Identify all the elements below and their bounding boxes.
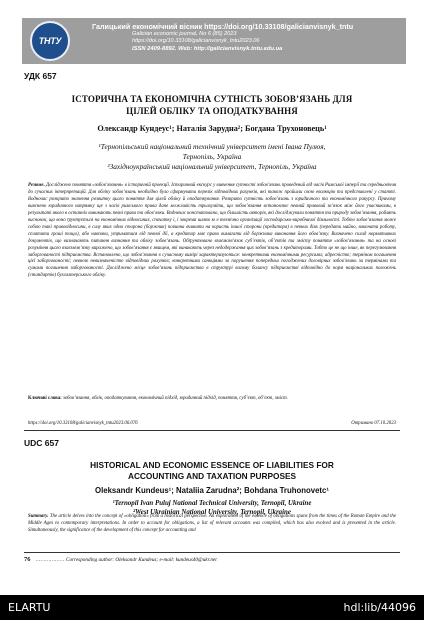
affiliations-ua xyxy=(24,142,400,172)
summary-en xyxy=(28,514,396,535)
corresponding-author: Corresponding author: Oleksandr Kundeus; e-mail: kundeus40@ukr.net xyxy=(65,557,217,563)
footer-rule xyxy=(24,552,400,553)
keywords-label: Ключові слова: xyxy=(28,396,62,401)
authors-en: Oleksandr Kundeus¹; Nataliia Zarudna²; Bohdana Truhonovetc¹ xyxy=(95,486,329,495)
abstract-ua xyxy=(28,183,396,280)
authors-ua: Олександр Кундеус¹; Наталія Зарудна²; Богдана Трухоновець¹ xyxy=(97,124,327,133)
journal-doi-line: https://doi.org/10.33108/galicianvisnyk_tntu2023.06 xyxy=(132,38,260,44)
journal-issue-line: Galician economic journal, No 6 (85) 2023 xyxy=(132,31,237,37)
journal-logo xyxy=(30,21,70,61)
article-doi-link[interactable]: https://doi.org/10.33108/galicianvisnyk_tntu2023.06.076 xyxy=(28,421,138,426)
affiliation-ua-1-line2: Тернопіль, Україна xyxy=(182,152,242,161)
title-ua-line1: ІСТОРИЧНА ТА ЕКОНОМІЧНА СУТНІСТЬ ЗОБОВ’ЯЗАНЬ ДЛЯ xyxy=(71,94,353,104)
keywords-ua xyxy=(28,396,396,403)
title-ua-line2: ЦІЛЕЙ ОБЛІКУ ТА ОПОДАТКУВАННЯ xyxy=(126,106,298,116)
affiliation-ua-2: ²Західноукраїнський національний університет, Тернопіль, Україна xyxy=(107,162,317,171)
doi-row xyxy=(28,421,396,426)
affiliation-en-1: ¹Ternopil Ivan Puluj National Technical University, Ternopil, Ukraine xyxy=(112,500,312,507)
received-date: Отримано 07.10.2023 xyxy=(351,421,396,426)
repository-name[interactable]: ELARTU xyxy=(8,601,51,614)
affiliation-en-2: ²West Ukrainian National University, Ternopil, Ukraine xyxy=(133,509,291,516)
keywords-text: зобов’язання, облік, оподаткування, економічний підхід, юридичний підхід, поняття, суб’єкт, об’єкт, зміст. xyxy=(63,396,288,401)
page-footer: 76 ……………… Corresponding author: Oleksandr Kundeus; e-mail: kundeus40@ukr.net xyxy=(24,556,217,563)
section-divider xyxy=(24,430,400,431)
udc-code: UDC 657 xyxy=(24,438,59,448)
logo-text: ТНТУ xyxy=(38,36,62,46)
summary-text: The article delves into the concept of «obligation» from a historical perspective. An exploration of the essence of obligations spans from the times of the Roman Empire and the Middle Ages to contemporary interpretations. In order to account for obligations, a list of relevant accounts was compiled, which has also evolved and is presented in the article. Simultaneously, the significance of the development of this concept for accounting and xyxy=(28,514,397,533)
handle-id[interactable]: hdl:lib/44096 xyxy=(343,601,416,614)
title-en-line2: ACCOUNTING AND TAXATION PURPOSES xyxy=(127,471,297,481)
title-en-line1: HISTORICAL AND ECONOMIC ESSENCE OF LIABILITIES FOR xyxy=(90,460,334,470)
article-title-en xyxy=(24,460,400,482)
journal-title-line: Галицький економічний вісник https://doi.org/10.33108/galicianvisnyk_tntu xyxy=(92,22,354,31)
abstract-label: Резюме. xyxy=(28,183,45,188)
page-number: 76 xyxy=(24,556,31,563)
abstract-text: Досліджено поняття «зобов’язання» в історичній проекції. Історичний екскурс у вивчення сутності зобов’язань проведений від часів Римської імперії та середньовіччя до сучасних інтерпретацій. Для обліку зобов’язань необхідно було сформувати перелік відповідних рахунків, які також пройшли свою еволюцію та представлені у статті. Водночас розкрито значення розвитку цього поняття для цілей обліку й оподаткування. Розкрито сутність зобов’язань з юридичного та економічного ракурсу. Причому вияснено юридичного напрямку ще з часів римського права дане можливість трьохуміти, що зобов’язання встановлює певний правовий зв’язок між його учасниками, в результаті якого в останніх виникають певні права та обов’язки. Водночас констатовано, що більшість авторів, які досліджували поняття та природу зобов’язання, роблять висновок, що воно ґрунтується на економічних відносинах, спочатку і, і зокрема шляхо ю е технічно організації господарсько-виробничої діяльності. Тобто зобов’язання може собою такі правовідносини, в силу яких одна сторона (боржник) повинна вчинити на користь іншої сторони (кредитора) в певних діях (передати майно, виконати роботу, сплатити гроші тощо), або навпаки, утриматися від певної дії, а кредитор має право вимагати від боржника виконання його обов’язку. Визначено склад нормативних документів, що визначають питання визнання та обліку зобов’язань. Обґрунтовано взаємозв’язок суб’єктів, об’єктів та змісту поняття «зобов’язання» та на основі розуміння цього взаємозв’язку виражено, що зобов’язання є явищем, які виникають через недодержання цих зобов’язань з кредиторами. Тобто це не що інше, як перегулювання заборгованості підприємства. Встановлено, що зобов’язання в сучасному вимірі характеризуються: конкретними економічними ресурсами; адресністю; терміном погашення цієї заборгованості; певною невизначеністю відповідних рахунків; конкретними санкціями за порушення попередньо погоджених договірних зобов’язань за термінами та сумами погашення заборгованості. Досліджено місце зобов’язань підприємства в структурі вагому балансу підприємстві відповідно до норм національних положень (стандартів) бухгалтерського обліку. xyxy=(28,183,397,279)
journal-header-text xyxy=(92,22,404,53)
summary-label: Summary. xyxy=(28,514,49,519)
article-title-ua xyxy=(24,93,400,117)
affiliation-ua-1-line1: ¹Тернопільський національний технічний університет імені Івана Пулюя, xyxy=(98,142,326,151)
udk-code: УДК 657 xyxy=(24,71,57,81)
journal-issn-line: ISSN 2409-8892. Web: http://galicianvisnyk.tntu.edu.ua xyxy=(132,46,283,52)
repository-bar xyxy=(0,595,424,620)
